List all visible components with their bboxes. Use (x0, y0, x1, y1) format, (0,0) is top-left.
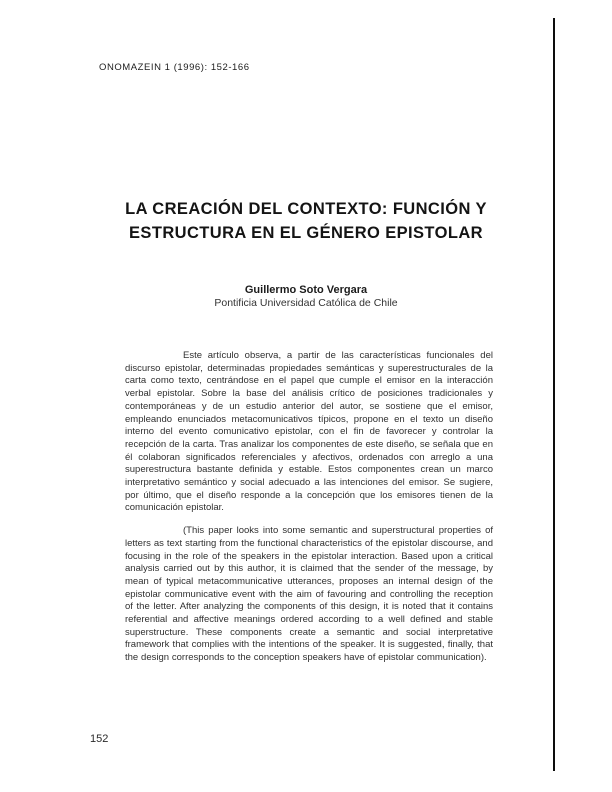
author-name: Guillermo Soto Vergara (244, 284, 368, 296)
article-title-line-2: ESTRUCTURA EN EL GÉNERO EPISTOLAR (129, 224, 483, 242)
author-affiliation: Pontificia Universidad Católica de Chile (214, 297, 398, 309)
page-number: 152 (90, 733, 109, 745)
article-title (0, 197, 612, 245)
abstract-section (125, 350, 493, 665)
scan-edge-line (553, 18, 555, 771)
article-title-line-1: LA CREACIÓN DEL CONTEXTO: FUNCIÓN Y (125, 200, 487, 218)
author-block (0, 283, 612, 310)
abstract-spanish: Este artículo observa, a partir de las características funcionales del discurso epistolar, determinadas propiedades semánticas y superestructurales de la carta como texto, centrándose en el papel que cumple el emisor en la interacción verbal epistolar. Sobre la base del análisis crítico de posiciones tradicionales y contemporáneas y de un estudio anterior del autor, se sostiene que el emisor, empleando enunciados metacomunicativos típicos, propone en el texto un diseño interno del evento comunicativo epistolar, con el fin de favorecer y controlar la recepción de la carta. Tras analizar los componentes de este diseño, se señala que en él colaboran significados referenciales y afectivos, ordenados con arreglo a una superestructura bastante definida y estable. Estos componentes crean un marco interpretativo semántico y social adecuado a las intenciones del emisor. Se sugiere, por último, que el diseño responde a la concepción que los emisores tienen de la comunicación epistolar. (125, 350, 493, 514)
journal-header: ONOMAZEIN 1 (1996): 152-166 (99, 62, 250, 73)
abstract-english: (This paper looks into some semantic and superstructural properties of letters as text starting from the functional characteristics of the epistolar discourse, and focusing in the role of the speakers in the epistolar interaction. Based upon a critical analysis carried out by this author, it is claimed that the sender of the message, by mean of typical metacommunicative utterances, proposes an internal design of the epistolar communicative event with the aim of favouring and controlling the reception of the letter. After analyzing the components of this design, it is noted that it contains referential and affective meanings ordered according to a well defined and stable superstructure. These components create a semantic and social interpretative framework that complies with the intentions of the speaker. It is suggested, finally, that the design corresponds to the conception speakers have of epistolar communication). (125, 525, 493, 664)
